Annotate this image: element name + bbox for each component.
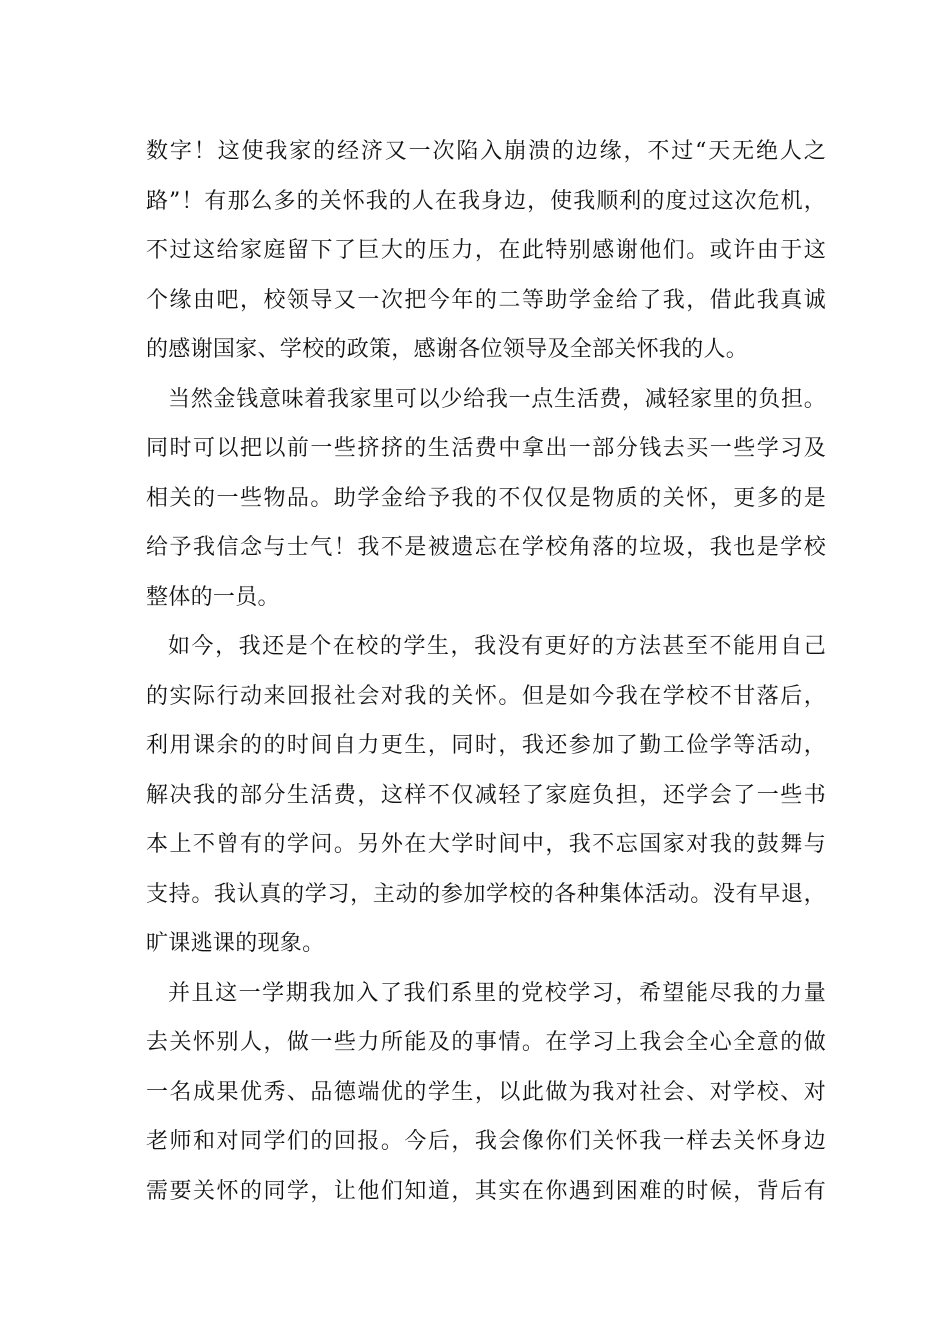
paragraph-start-line: 当然金钱意味着我家里可以少给我一点生活费，减轻家里的负担。 xyxy=(168,387,826,412)
text-line: 本上不曾有的学问。另外在大学时间中，我不忘国家对我的鼓舞与 xyxy=(146,832,826,857)
text-line: 解决我的部分生活费，这样不仅减轻了家庭负担，还学会了一些书 xyxy=(146,783,826,808)
text-line: 需要关怀的同学，让他们知道，其实在你遇到困难的时候，背后有 xyxy=(146,1179,826,1204)
paragraph-start-line: 并且这一学期我加入了我们系里的党校学习，希望能尽我的力量 xyxy=(168,981,826,1006)
text-line: 的实际行动来回报社会对我的关怀。但是如今我在学校不甘落后， xyxy=(146,684,826,709)
text-line: 一名成果优秀、品德端优的学生，以此做为我对社会、对学校、对 xyxy=(146,1080,826,1105)
text-line: 同时可以把以前一些挤挤的生活费中拿出一部分钱去买一些学习及 xyxy=(146,436,826,461)
text-line: 给予我信念与士气！我不是被遗忘在学校角落的垃圾，我也是学校 xyxy=(146,535,826,560)
paragraph-start-line: 如今，我还是个在校的学生，我没有更好的方法甚至不能用自己 xyxy=(168,634,826,659)
text-line: 支持。我认真的学习，主动的参加学校的各种集体活动。没有早退， xyxy=(146,882,826,907)
text-line: 利用课余的的时间自力更生，同时，我还参加了勤工俭学等活动， xyxy=(146,733,826,758)
text-line: 路”！有那么多的关怀我的人在我身边，使我顺利的度过这次危机， xyxy=(146,189,826,214)
text-line: 整体的一员。 xyxy=(146,585,280,610)
text-line: 不过这给家庭留下了巨大的压力，在此特别感谢他们。或许由于这 xyxy=(146,238,826,263)
text-line: 老师和对同学们的回报。今后，我会像你们关怀我一样去关怀身边 xyxy=(146,1129,826,1154)
text-line: 去关怀别人，做一些力所能及的事情。在学习上我会全心全意的做 xyxy=(146,1030,826,1055)
text-line: 相关的一些物品。助学金给予我的不仅仅是物质的关怀，更多的是 xyxy=(146,486,826,511)
text-line: 的感谢国家、学校的政策，感谢各位领导及全部关怀我的人。 xyxy=(146,337,749,362)
text-line: 旷课逃课的现象。 xyxy=(146,931,325,956)
text-line: 个缘由吧，校领导又一次把今年的二等助学金给了我，借此我真诚 xyxy=(146,288,826,313)
text-line: 数字！这使我家的经济又一次陷入崩溃的边缘，不过“天无绝人之 xyxy=(146,139,826,164)
